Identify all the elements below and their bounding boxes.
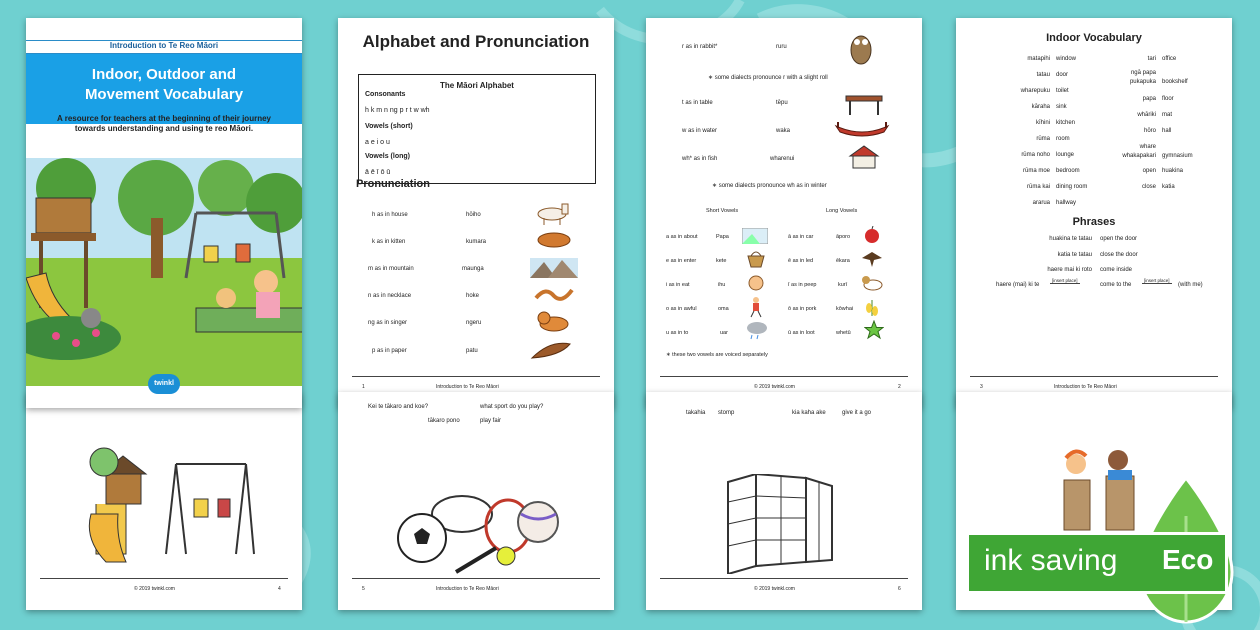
vocab-maori: kāraha bbox=[1031, 104, 1050, 110]
footer-page-number: 6 bbox=[898, 586, 901, 592]
vocab-english: dining room bbox=[1056, 184, 1088, 190]
playground-illustration bbox=[26, 158, 302, 386]
long-vowels-label: Long Vowels bbox=[826, 208, 858, 214]
phrase-maori: haere (mai) ki te bbox=[996, 282, 1040, 288]
page-1-alphabet bbox=[338, 18, 614, 408]
vocab-maori-line2: whakapakari bbox=[1122, 153, 1156, 159]
long-vowel-sound: ū as in loot bbox=[788, 330, 815, 336]
phrase-english: play fair bbox=[480, 418, 502, 424]
short-vowel-word: uar bbox=[720, 330, 728, 336]
sound-label: w as in water bbox=[682, 128, 718, 134]
footer-page-number: 5 bbox=[362, 586, 365, 592]
vocab-maori: ngā papa bbox=[1130, 70, 1156, 76]
vowel-note: ∗ these two vowels are voiced separately bbox=[666, 352, 768, 358]
vocab-english: bedroom bbox=[1056, 168, 1080, 174]
eagle-icon bbox=[860, 248, 884, 268]
vocab-maori: rūma moe bbox=[1022, 168, 1050, 174]
phrase-english: give it a go bbox=[842, 410, 872, 416]
vocab-english: room bbox=[1056, 136, 1070, 142]
house-icon bbox=[848, 144, 880, 170]
sound-label: n as in necklace bbox=[368, 293, 412, 299]
phrase-english: close the door bbox=[1100, 252, 1138, 258]
maori-word: hōiho bbox=[466, 212, 481, 218]
consonants-label: Consonants bbox=[365, 91, 406, 98]
short-vowel-word: ihu bbox=[718, 282, 726, 288]
cover-description-line1: A resource for teachers at the beginning of their journey bbox=[57, 114, 271, 123]
maori-word: waka bbox=[776, 128, 791, 134]
vocab-english: huakina bbox=[1162, 168, 1184, 174]
vocab-english: lounge bbox=[1056, 152, 1075, 158]
footer-page-number: 2 bbox=[898, 384, 901, 390]
sound-label: m as in mountain bbox=[368, 266, 414, 272]
face-icon bbox=[748, 274, 764, 292]
vocab-maori: rūma kai bbox=[1026, 184, 1050, 190]
phrase-english: come inside bbox=[1100, 267, 1133, 273]
short-vowel-sound: e as in enter bbox=[666, 258, 697, 264]
short-vowel-word: kete bbox=[716, 258, 727, 264]
ink-saving-label: ink saving bbox=[984, 544, 1118, 577]
consonants-list: h k m n ng p r t w wh bbox=[365, 107, 430, 114]
phrases-heading: Phrases bbox=[1072, 216, 1116, 228]
sound-label: r as in rabbit* bbox=[682, 44, 718, 50]
phrase-maori: haere mai ki roto bbox=[1047, 267, 1092, 273]
maori-word: wharenui bbox=[770, 156, 795, 162]
vocab-maori: rūma noho bbox=[1021, 152, 1050, 158]
eco-label: Eco bbox=[1162, 544, 1214, 575]
long-vowel-sound: ō as in pork bbox=[788, 306, 817, 312]
footer-page-number: 1 bbox=[362, 384, 365, 390]
cover-description-line2: towards understanding and using te reo Māori. bbox=[74, 124, 254, 133]
cover-title-line1: Indoor, Outdoor and bbox=[91, 66, 237, 83]
vocab-maori: close bbox=[1141, 184, 1156, 190]
pronunciation-heading: Pronunciation bbox=[356, 178, 430, 190]
page-5 bbox=[338, 392, 614, 610]
vocab-maori: ararua bbox=[1032, 200, 1050, 206]
vocab-maori: tatau bbox=[1036, 72, 1050, 78]
vocab-english: kitchen bbox=[1056, 120, 1076, 126]
kumara-icon bbox=[536, 230, 572, 250]
vocab-english: toilet bbox=[1056, 88, 1069, 94]
vocab-maori: whare bbox=[1139, 144, 1156, 150]
phrase-english: open the door bbox=[1100, 236, 1138, 242]
page-title: Alphabet and Pronunciation bbox=[362, 32, 590, 51]
mountain-icon bbox=[530, 258, 578, 278]
vocab-maori: hōro bbox=[1143, 128, 1156, 134]
long-vowel-sound: ē as in led bbox=[788, 258, 814, 264]
long-vowel-word: kurī bbox=[838, 282, 848, 288]
long-vowel-word: whetū bbox=[836, 330, 851, 336]
twinkl-logo: twinkl bbox=[148, 374, 180, 394]
phrase-maori: takahia bbox=[686, 410, 706, 416]
vocab-maori: whāriki bbox=[1137, 112, 1156, 118]
alphabet-box bbox=[358, 74, 596, 184]
alphabet-heading: The Māori Alphabet bbox=[440, 81, 514, 90]
vocab-english: office bbox=[1162, 56, 1177, 62]
long-vowel-sound: ā as in car bbox=[788, 234, 814, 240]
phrase-maori: huakina te tatau bbox=[1049, 236, 1092, 242]
phrase-english: stomp bbox=[718, 410, 735, 416]
long-vowel-word: āporo bbox=[836, 234, 851, 240]
footer-page-number: 3 bbox=[980, 384, 983, 390]
vocab-english: door bbox=[1056, 72, 1069, 78]
sound-label: wh* as in fish bbox=[682, 156, 718, 162]
page-title: Indoor Vocabulary bbox=[1046, 32, 1142, 44]
footer-text: Introduction to Te Reo Māori bbox=[1054, 384, 1117, 390]
maori-word: maunga bbox=[462, 266, 484, 272]
short-vowel-sound: o as in awful bbox=[666, 306, 697, 312]
vocab-maori: matapihi bbox=[1027, 56, 1050, 62]
vocab-english: bookshelf bbox=[1162, 79, 1188, 85]
maori-word: kumara bbox=[466, 239, 487, 245]
vowels-short-label: Vowels (short) bbox=[365, 123, 413, 130]
short-vowel-sound: a as in about bbox=[666, 234, 698, 240]
vocab-maori: open bbox=[1142, 168, 1156, 174]
maori-word: ruru bbox=[776, 44, 787, 50]
footer-text: Introduction to Te Reo Māori bbox=[436, 586, 499, 592]
vowels-short-list: a e i o u bbox=[365, 139, 390, 146]
dialect-note: ∗ some dialects pronounce wh as in winter bbox=[712, 183, 827, 189]
vocab-maori: tari bbox=[1147, 56, 1156, 62]
cover-subtitle: Introduction to Te Reo Māori bbox=[109, 41, 219, 50]
canoe-icon bbox=[834, 120, 890, 138]
owl-icon bbox=[846, 30, 876, 66]
short-vowel-sound: u as in to bbox=[666, 330, 689, 336]
phrase-maori: tākaro pono bbox=[428, 418, 460, 424]
short-vowel-word: oma bbox=[718, 306, 729, 312]
sports-balls-illustration bbox=[396, 484, 566, 574]
footer-text: © 2019 twinkl.com bbox=[134, 586, 175, 592]
cat-icon bbox=[536, 310, 572, 332]
vocab-english: gymnasium bbox=[1162, 153, 1193, 159]
vocab-maori: rūma bbox=[1036, 136, 1050, 142]
vocab-english: window bbox=[1056, 56, 1077, 62]
page-3-indoor-vocabulary bbox=[956, 18, 1232, 408]
papa-icon bbox=[742, 228, 768, 244]
vowels-long-label: Vowels (long) bbox=[365, 153, 410, 160]
maori-word: tēpu bbox=[776, 100, 788, 106]
vocab-maori: wharepuku bbox=[1020, 88, 1050, 94]
running-child-icon bbox=[748, 296, 764, 318]
short-vowel-word: Papa bbox=[716, 234, 729, 240]
cover-title-line2: Movement Vocabulary bbox=[84, 86, 244, 103]
dialect-note: ∗ some dialects pronounce r with a slight roll bbox=[708, 75, 828, 81]
page-2-pronunciation bbox=[646, 18, 922, 408]
page-4 bbox=[26, 392, 302, 610]
phrase-english: come to the bbox=[1100, 282, 1132, 288]
phrase-maori: kia kaha ake bbox=[792, 410, 826, 416]
vocab-maori-line2: pukapuka bbox=[1129, 79, 1156, 85]
footer-text: © 2019 twinkl.com bbox=[754, 384, 795, 390]
vocab-maori: kīhini bbox=[1035, 120, 1050, 126]
cover-page bbox=[26, 18, 302, 408]
short-vowels-label: Short Vowels bbox=[706, 208, 739, 214]
sound-label: p as in paper bbox=[372, 348, 407, 354]
horse-icon bbox=[534, 202, 574, 226]
dog-icon bbox=[862, 274, 884, 292]
vowels-long-list: ā ē ī ō ū bbox=[365, 169, 391, 176]
vocab-english: katia bbox=[1162, 184, 1175, 190]
insert-place-blank: [insert place] bbox=[1052, 278, 1078, 283]
vocab-english: hall bbox=[1162, 128, 1172, 134]
sound-label: t as in table bbox=[682, 100, 713, 106]
maori-word: ngeru bbox=[466, 320, 482, 326]
footer-text: © 2019 twinkl.com bbox=[754, 586, 795, 592]
footer-text: Introduction to Te Reo Māori bbox=[436, 384, 499, 390]
basket-icon bbox=[746, 250, 766, 268]
vocab-english: mat bbox=[1162, 112, 1173, 118]
sound-label: ng as in singer bbox=[368, 320, 408, 326]
vocab-maori: papa bbox=[1142, 96, 1156, 102]
phrase-maori: katia te tatau bbox=[1057, 252, 1092, 258]
star-icon bbox=[864, 320, 884, 340]
phrase-english: what sport do you play? bbox=[480, 404, 544, 410]
short-vowel-sound: i as in eat bbox=[666, 282, 690, 288]
worm-icon bbox=[534, 284, 574, 304]
maori-word: patu bbox=[466, 348, 478, 354]
vocab-english: floor bbox=[1162, 96, 1174, 102]
phrase-english-suffix: (with me) bbox=[1178, 282, 1203, 288]
sound-label: k as in kitten bbox=[372, 239, 406, 245]
long-vowel-sound: ī as in peep bbox=[788, 282, 817, 288]
kowhai-flower-icon bbox=[864, 298, 880, 318]
footer-page-number: 4 bbox=[278, 586, 281, 592]
club-icon bbox=[530, 338, 574, 362]
insert-place-blank: [insert place] bbox=[1144, 278, 1170, 283]
vocab-english: sink bbox=[1056, 104, 1067, 110]
apple-icon bbox=[864, 226, 880, 244]
page-6 bbox=[646, 392, 922, 610]
treehouse-swing-illustration bbox=[86, 444, 256, 564]
sound-label: h as in house bbox=[372, 212, 408, 218]
table-icon bbox=[844, 92, 884, 116]
phrase-maori: Kei te tākaro and koe? bbox=[368, 404, 429, 410]
maori-word: hoke bbox=[466, 293, 480, 299]
long-vowel-word: kōwhai bbox=[836, 306, 854, 312]
vocab-english: hallway bbox=[1056, 200, 1077, 206]
rain-cloud-icon bbox=[746, 320, 768, 340]
climbing-frame-illustration bbox=[726, 474, 836, 574]
long-vowel-word: ēkara bbox=[836, 258, 850, 264]
